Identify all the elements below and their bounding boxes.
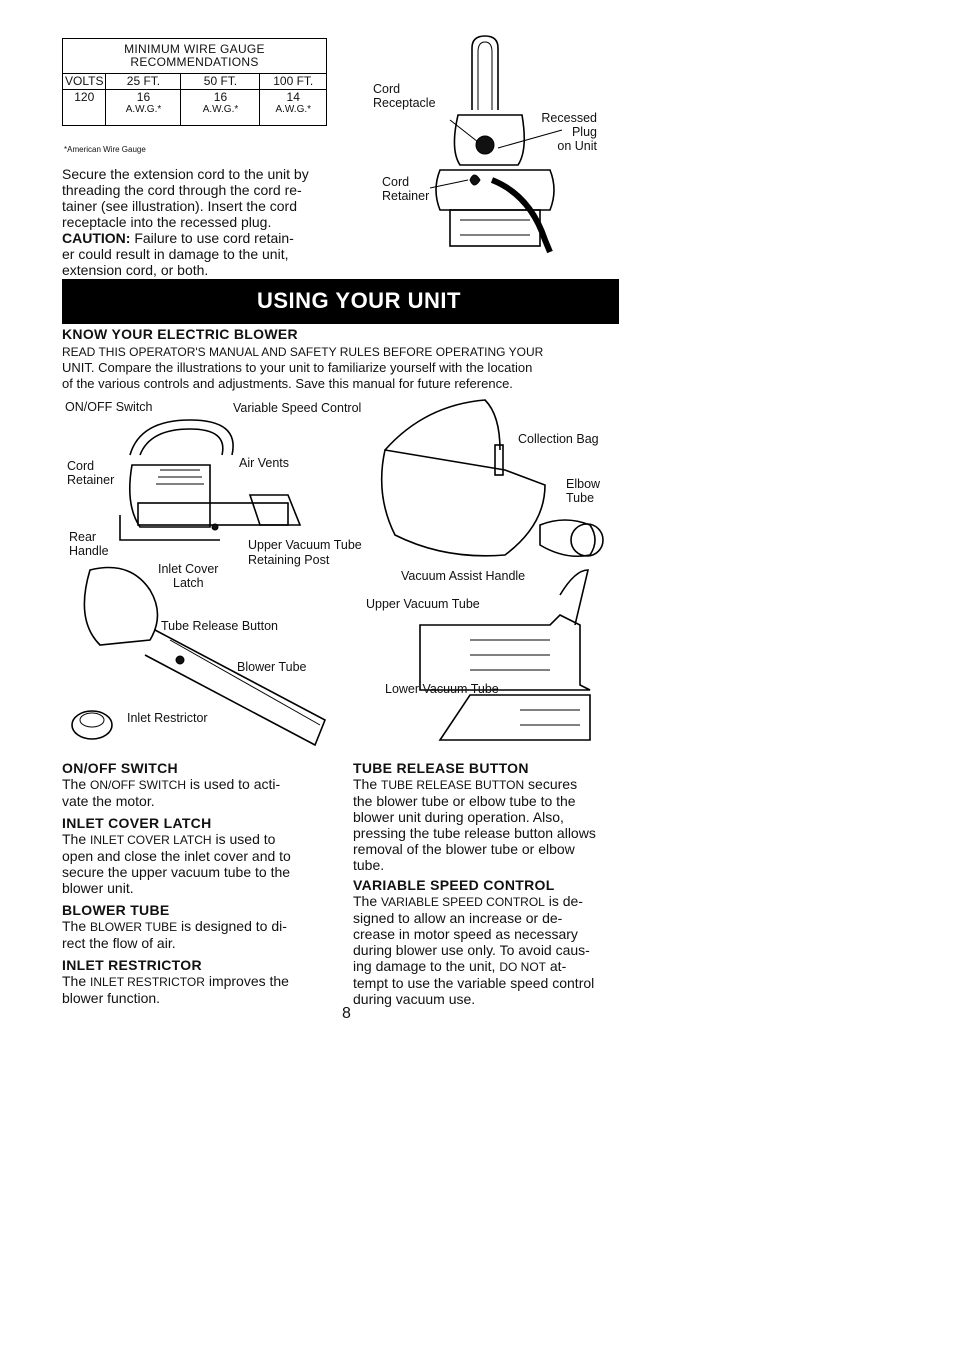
text-line: The BLOWER TUBE is designed to di- xyxy=(62,918,287,934)
cell-100ft-unit: A.W.G.* xyxy=(275,104,312,115)
text-line: secure the upper vacuum tube to the xyxy=(62,864,291,880)
label-line: Plug xyxy=(571,125,597,139)
header-25ft: 25 FT. xyxy=(106,74,181,90)
text-line: rect the flow of air. xyxy=(62,935,176,951)
label-inlet-restrictor: Inlet Restrictor xyxy=(127,711,208,725)
text-line: removal of the blower tube or elbow xyxy=(353,841,575,857)
know-heading: KNOW YOUR ELECTRIC BLOWER xyxy=(62,326,298,342)
text-line: signed to allow an increase or de- xyxy=(353,910,563,926)
label-recessed-plug xyxy=(537,111,597,153)
label-rear-handle xyxy=(69,530,109,558)
header-volts: VOLTS xyxy=(63,74,106,90)
label-tube-release: Tube Release Button xyxy=(161,619,278,633)
heading-inlet-restrictor: INLET RESTRICTOR xyxy=(62,957,202,973)
cell-25ft-unit: A.W.G.* xyxy=(125,104,162,115)
table-footnote: *American Wire Gauge xyxy=(64,145,146,154)
label-air-vents: Air Vents xyxy=(239,456,290,470)
label-line: Recessed xyxy=(541,111,597,125)
text-line: The INLET COVER LATCH is used to xyxy=(62,831,276,847)
banner-title: USING YOUR UNIT xyxy=(257,288,461,313)
cord-line: receptacle into the recessed plug. xyxy=(62,214,272,230)
label-line: Elbow xyxy=(566,477,601,491)
label-onoff-switch: ON/OFF Switch xyxy=(65,400,153,414)
label-line: on Unit xyxy=(557,139,597,153)
heading-tube-release-button: TUBE RELEASE BUTTON xyxy=(353,760,529,776)
cord-line: tainer (see illustration). Insert the cord xyxy=(62,198,297,214)
table-title-line2: RECOMMENDATIONS xyxy=(130,55,259,69)
label-line: Handle xyxy=(69,544,109,558)
cord-line: extension cord, or both. xyxy=(62,262,209,278)
section-banner xyxy=(62,279,619,324)
label-line: Cord xyxy=(67,459,95,473)
text-line: blower unit. xyxy=(62,880,134,896)
label-cord-retainer xyxy=(382,175,429,203)
text-line: tempt to use the variable speed control xyxy=(353,975,595,991)
heading-onoff-switch: ON/OFF SWITCH xyxy=(62,760,178,776)
vacuum-tubes-illustration xyxy=(410,565,600,745)
caution-label: CAUTION: xyxy=(62,230,131,246)
header-50ft: 50 FT. xyxy=(181,74,260,90)
caution-line xyxy=(62,230,337,246)
left-column xyxy=(62,760,342,1006)
text-line: tube. xyxy=(353,857,385,873)
page-number: 8 xyxy=(342,1005,351,1022)
header-100ft: 100 FT. xyxy=(260,74,327,90)
cell-25ft xyxy=(106,90,181,126)
text-line: the blower tube or elbow tube to the xyxy=(353,793,576,809)
cell-volts: 120 xyxy=(63,90,106,126)
text-line: ing damage to the unit, DO NOT at- xyxy=(353,958,567,974)
know-line: UNIT. Compare the illustrations to your unit to familiarize yourself with the location xyxy=(62,360,533,375)
wire-gauge-table xyxy=(62,38,327,126)
label-blower-tube: Blower Tube xyxy=(237,660,307,674)
label-lower-vacuum-tube: Lower Vacuum Tube xyxy=(385,682,499,696)
label-retaining-post: Retaining Post xyxy=(248,553,330,567)
right-column xyxy=(353,760,628,1007)
cell-50ft-unit: A.W.G.* xyxy=(202,104,239,115)
cord-instructions xyxy=(62,166,337,278)
label-line: Cord xyxy=(373,82,401,96)
know-paragraph xyxy=(62,344,622,392)
cord-line: threading the cord through the cord re- xyxy=(62,182,302,198)
label-line: Cord xyxy=(382,175,410,189)
label-line: Retainer xyxy=(67,473,115,487)
table-row xyxy=(63,90,327,126)
text-line: The TUBE RELEASE BUTTON secures xyxy=(353,776,578,792)
label-cord-retainer-2 xyxy=(67,459,114,487)
cord-line: Secure the extension cord to the unit by xyxy=(62,166,309,182)
text-line: pressing the tube release button allows xyxy=(353,825,596,841)
blower-unit-illustration xyxy=(110,415,300,555)
text-line: blower unit during operation. Also, xyxy=(353,809,564,825)
cell-50ft-value: 16 xyxy=(213,90,228,104)
text-line: during vacuum use. xyxy=(353,991,476,1007)
label-line: Latch xyxy=(173,576,204,590)
label-upper-vacuum-tube: Upper Vacuum Tube xyxy=(248,538,362,552)
table-title-line1: MINIMUM WIRE GAUGE xyxy=(124,42,265,56)
text-line: blower function. xyxy=(62,990,161,1006)
heading-blower-tube: BLOWER TUBE xyxy=(62,902,170,918)
text-line: The INLET RESTRICTOR improves the xyxy=(62,973,289,989)
table-header-row xyxy=(63,74,327,90)
caution-text: Failure to use cord retain- xyxy=(130,230,294,246)
label-collection-bag: Collection Bag xyxy=(518,432,599,446)
cell-25ft-value: 16 xyxy=(136,90,151,104)
label-vacuum-assist-handle: Vacuum Assist Handle xyxy=(401,569,526,583)
text-line: The VARIABLE SPEED CONTROL is de- xyxy=(353,893,583,909)
label-line: Inlet Cover xyxy=(158,562,219,576)
cell-100ft-value: 14 xyxy=(286,90,300,104)
text-line: crease in motor speed as necessary xyxy=(353,926,578,942)
label-line: Rear xyxy=(69,530,97,544)
text-line: open and close the inlet cover and to xyxy=(62,848,291,864)
heading-variable-speed-control: VARIABLE SPEED CONTROL xyxy=(353,877,555,893)
label-line: Retainer xyxy=(382,189,430,203)
heading-inlet-cover-latch: INLET COVER LATCH xyxy=(62,815,212,831)
table-title xyxy=(63,39,327,74)
text-line: The ON/OFF SWITCH is used to acti- xyxy=(62,776,281,792)
label-inlet-cover-latch xyxy=(158,562,218,590)
label-line: Receptacle xyxy=(373,96,436,110)
cell-50ft xyxy=(181,90,260,126)
text-line: during blower use only. To avoid caus- xyxy=(353,942,590,958)
know-line: of the various controls and adjustments. Save this manual for future reference. xyxy=(62,376,513,391)
cell-100ft xyxy=(260,90,327,126)
cord-line: er could result in damage to the unit, xyxy=(62,246,289,262)
text-line: vate the motor. xyxy=(62,793,155,809)
label-elbow-tube xyxy=(566,477,600,505)
label-line: Tube xyxy=(566,491,595,505)
label-cord-receptacle xyxy=(373,82,436,110)
know-line: READ THIS OPERATOR'S MANUAL AND SAFETY RULES BEFORE OPERATING YOUR xyxy=(62,345,544,359)
label-variable-speed: Variable Speed Control xyxy=(233,401,362,415)
label-upper-vacuum-tube-2: Upper Vacuum Tube xyxy=(366,597,480,611)
